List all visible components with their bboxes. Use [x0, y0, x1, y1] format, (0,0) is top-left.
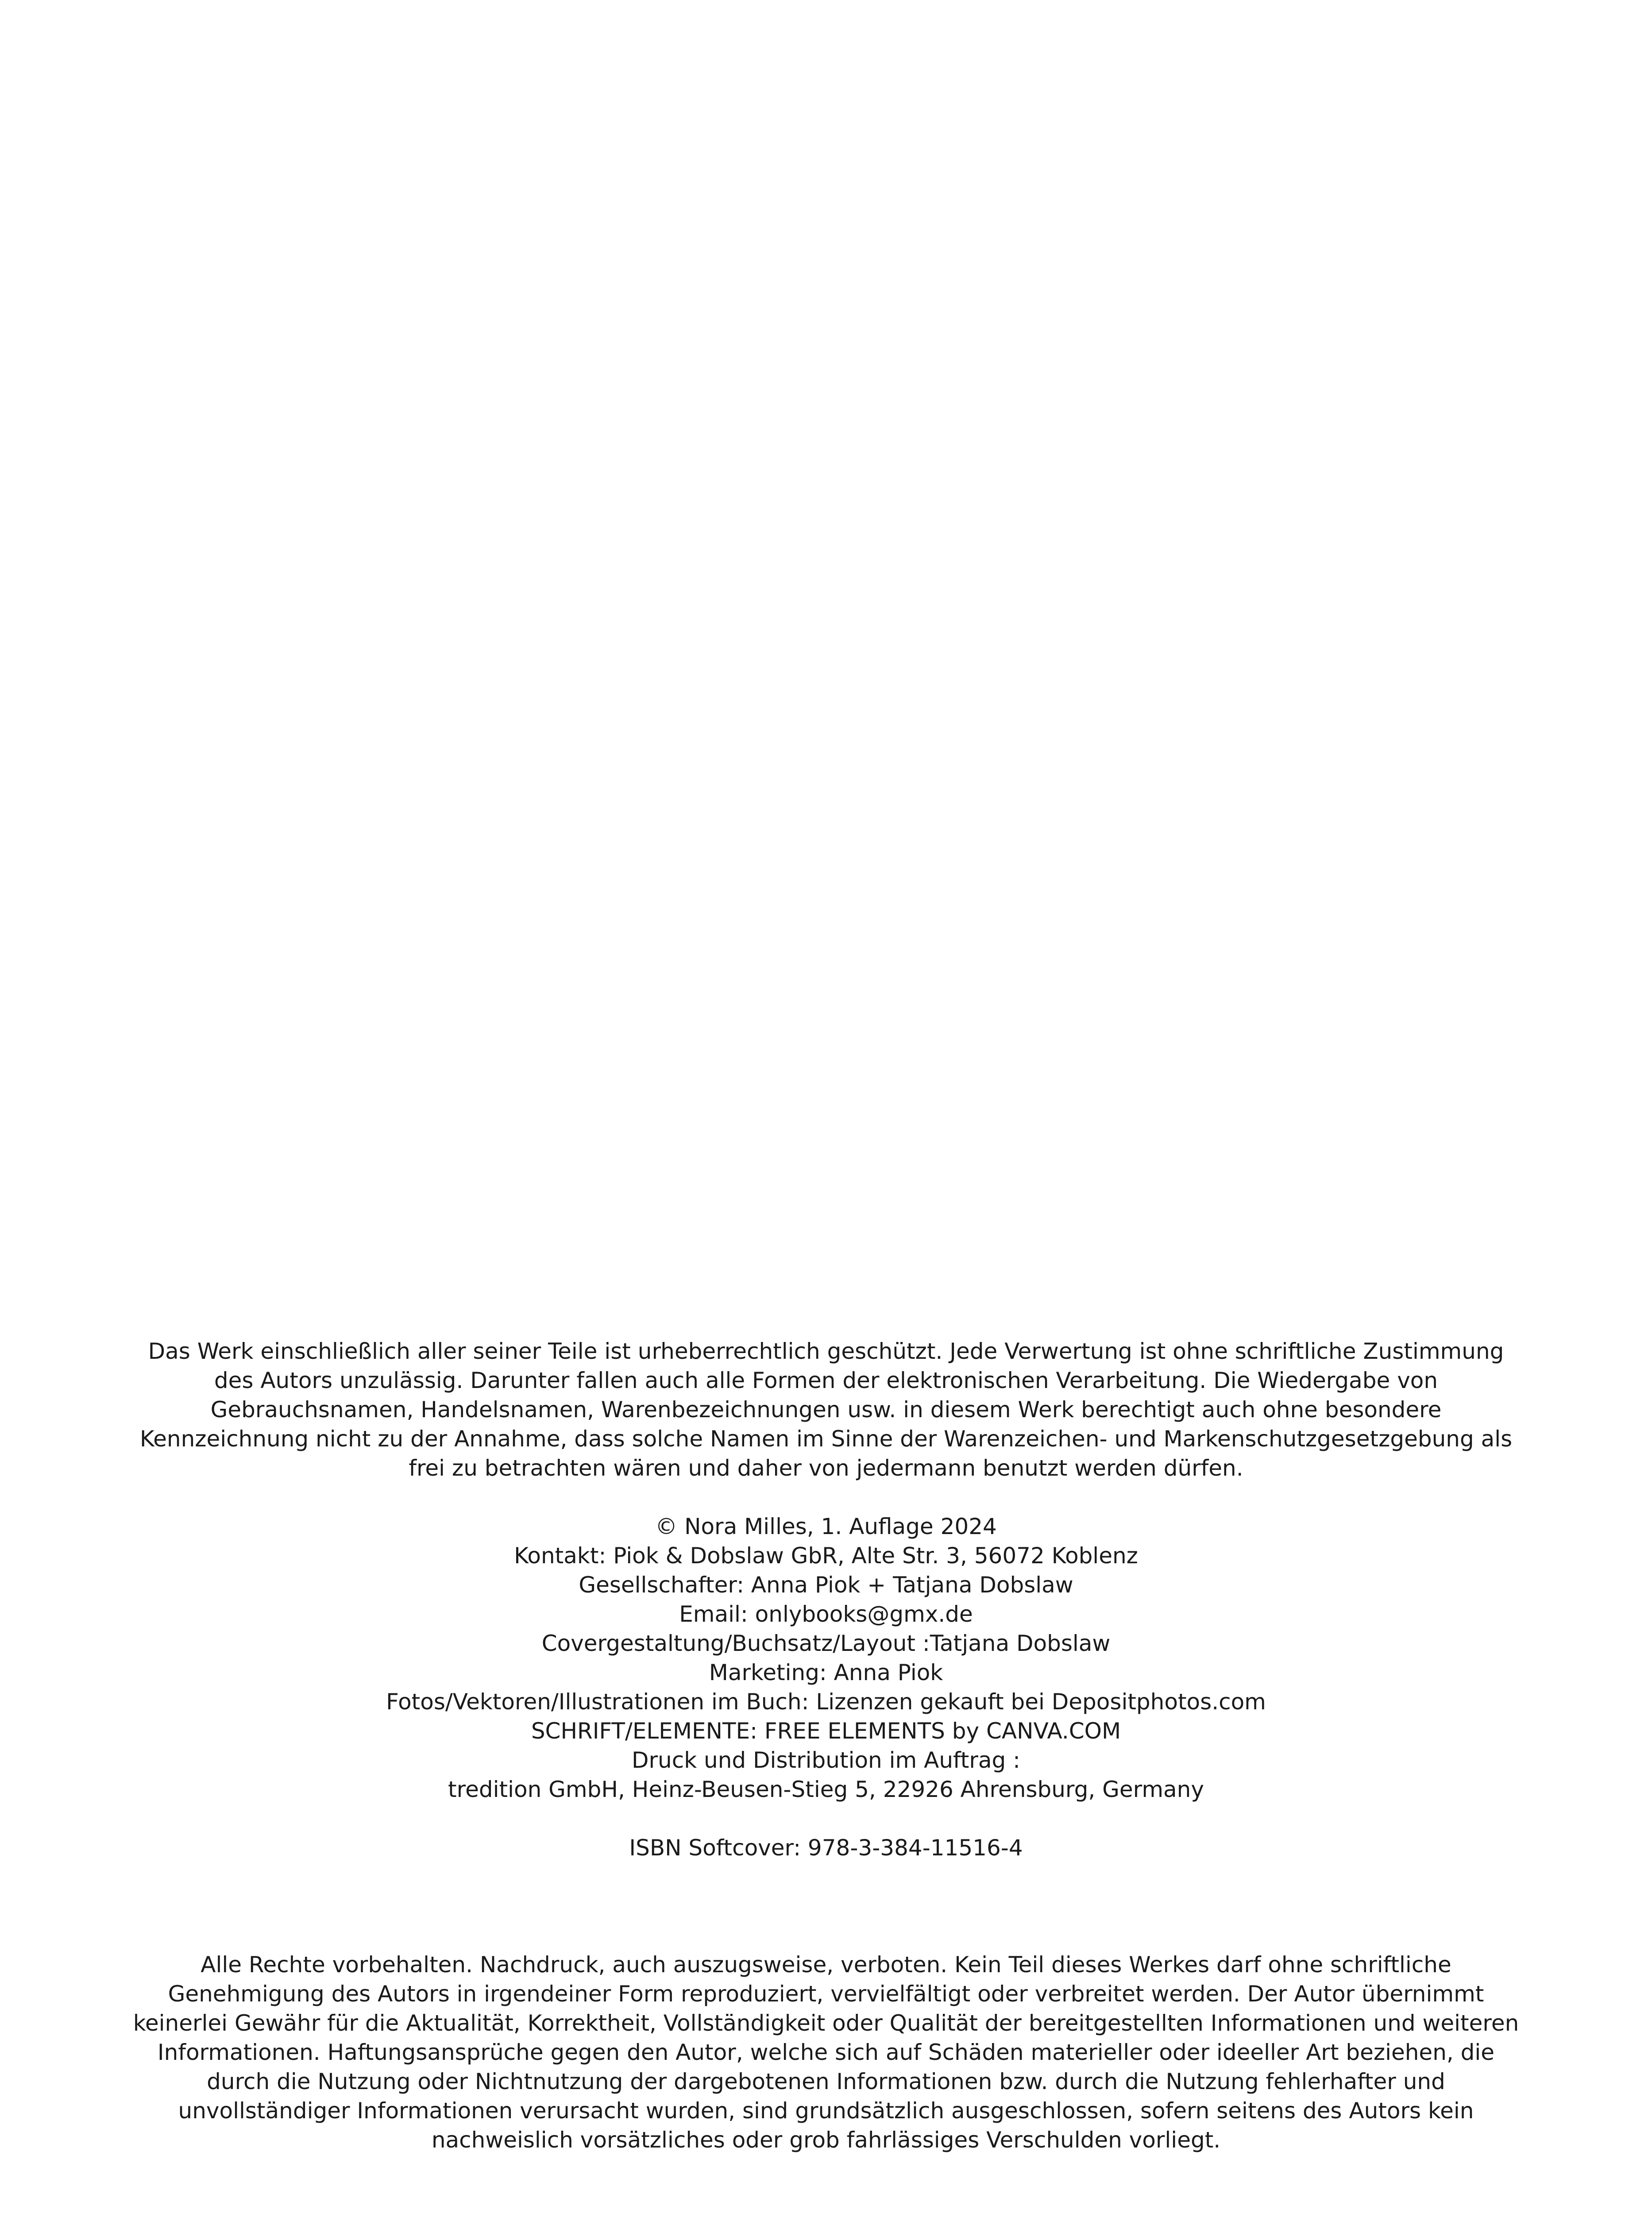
isbn-line: ISBN Softcover: 978-3-384-11516-4	[629, 1835, 1023, 1861]
photo-license-line: Fotos/Vektoren/Illustrationen im Buch: Lizenzen gekauft bei Depositphotos.com	[386, 1689, 1266, 1715]
copyright-notice: Das Werk einschließlich aller seiner Teile ist urheberrechtlich geschützt. Jede Verwertung ist ohne schriftliche Zustimmung des Autors unzulässig. Darunter fallen auch alle Formen der elektronischen Verarbeitung. Die Wiedergabe von Gebrauchsnamen, Handelsnamen, Warenbezeichnungen usw. in diesem Werk berechtigt auch ohne besondere Kennzeichnung nicht zu der Annahme, dass solche Namen im Sinne der Warenzeichen- und Markenschutzgesetzgebung als frei zu betrachten wären und daher von jedermann benutzt werden dürfen.	[139, 1338, 1513, 1481]
marketing-line: Marketing: Anna Piok	[709, 1660, 943, 1685]
distributor-address-line: tredition GmbH, Heinz-Beusen-Stieg 5, 22926 Ahrensburg, Germany	[448, 1777, 1204, 1802]
font-elements-line: SCHRIFT/ELEMENTE: FREE ELEMENTS by CANVA.COM	[531, 1718, 1121, 1744]
contact-line: Kontakt: Piok & Dobslaw GbR, Alte Str. 3, 56072 Koblenz	[514, 1543, 1138, 1569]
copyright-line: © Nora Milles, 1. Auflage 2024	[655, 1514, 997, 1539]
partners-line: Gesellschafter: Anna Piok + Tatjana Dobslaw	[579, 1572, 1073, 1598]
cover-design-line: Covergestaltung/Buchsatz/Layout :Tatjana Dobslaw	[541, 1631, 1111, 1656]
email-line: Email: onlybooks@gmx.de	[679, 1601, 973, 1627]
imprint-block	[133, 1337, 1519, 2155]
rights-disclaimer: Alle Rechte vorbehalten. Nachdruck, auch auszugsweise, verboten. Kein Teil dieses Werkes darf ohne schriftliche Genehmigung des Autors in irgendeiner Form reproduziert, vervielfältigt oder verbreitet werden. Der Autor übernimmt keinerlei Gewähr für die Aktualität, Korrektheit, Vollständigkeit oder Qualität der bereitgestellten Informationen und weiteren Informationen. Haftungsansprüche gegen den Autor, welche sich auf Schäden materieller oder ideeller Art beziehen, die durch die Nutzung oder Nichtnutzung der dargebotenen Informationen bzw. durch die Nutzung fehlerhafter und unvollständiger Informationen verursacht wurden, sind grundsätzlich ausgeschlossen, sofern seitens des Autors kein nachweislich vorsätzliches oder grob fahrlässiges Verschulden vorliegt.	[133, 1952, 1519, 2153]
publication-details	[133, 1512, 1519, 1804]
print-distribution-line: Druck und Distribution im Auftrag :	[631, 1747, 1021, 1773]
